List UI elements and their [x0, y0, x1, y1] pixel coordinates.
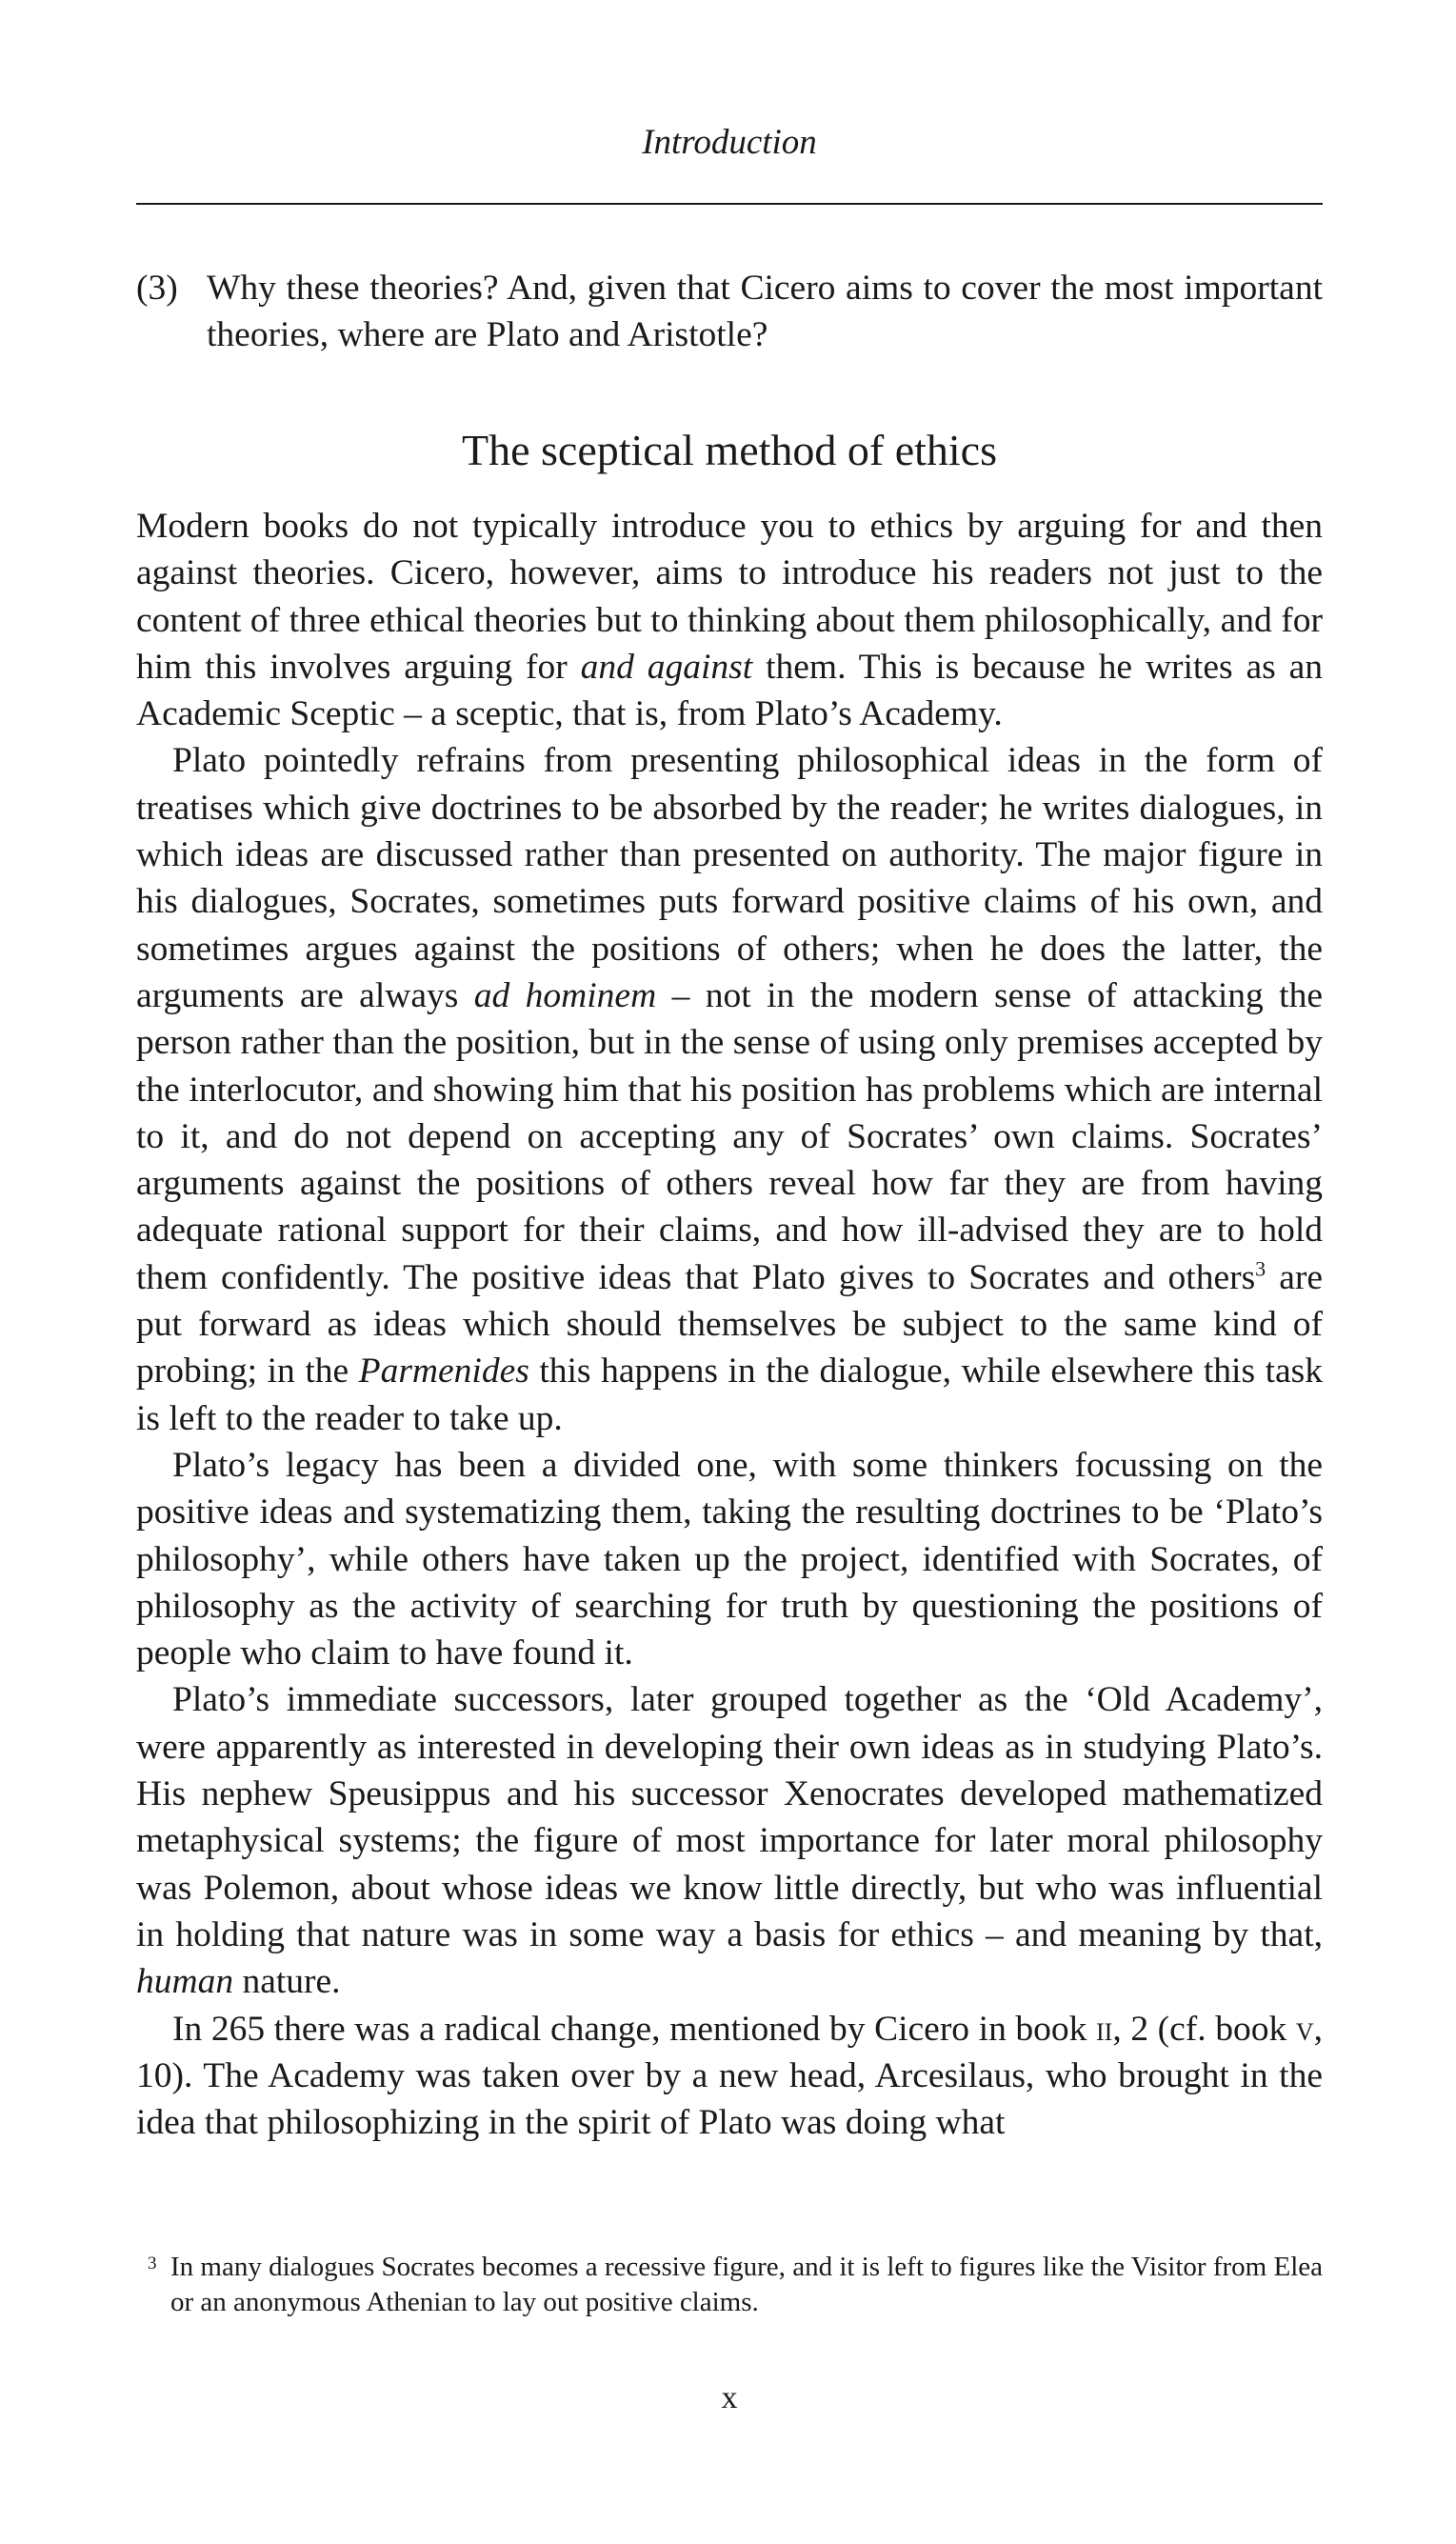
paragraph-2-emphasis-ad-hominem: ad hominem — [473, 975, 657, 1015]
paragraph-5-text-e: , 10). The Academy was taken over by a new head, Arcesilaus, who brought in the idea that philosophizing in the spirit of Plato was doing what — [136, 2009, 1323, 2143]
paragraph-5 — [136, 2006, 1323, 2147]
paragraph-1-emphasis: and against — [580, 647, 753, 687]
paragraph-2-text-a: Plato pointedly refrains from presenting philosophical ideas in the form of treatises which give doctrines to be absorbed by the reader; he writes dialogues, in which ideas are discussed rather than presented on authority. The major figure in his dialogues, Socrates, sometimes puts forward positive claims of his own, and sometimes argues against the positions of others; when he does the latter, the arguments are always — [136, 741, 1323, 1015]
paragraph-2-emphasis-parmenides: Parmenides — [358, 1352, 529, 1392]
footnote-mark: 3 — [148, 2254, 157, 2274]
footnote-reference[interactable]: 3 — [1255, 1256, 1267, 1281]
numbered-question — [136, 265, 1323, 358]
paragraph-1-text-a: Modern books do not typically introduce you to ethics by arguing for and then against theories. Cicero, however, aims to introduce his readers not just to the content of three ethical theories but to thinking about them philosophically, and for him this involves arguing for — [136, 507, 1323, 687]
page-number: x — [721, 2380, 738, 2415]
paragraph-2-text-c: – not in the modern sense of attacking the person rather than the position, but in the sense of using only premises accepted by the interlocutor, and showing him that his position has problems which are internal to it, and do not depend on accepting any of Socrates’ own claims. Socrates’ arguments against the positions of others reveal how far they are from having adequate rational support for their claims, and how ill-advised they are to hold them confidently. The positive ideas that Plato gives to Socrates and others — [136, 975, 1323, 1297]
book-numeral-ii: ii — [1096, 2009, 1113, 2049]
paragraph-1-text-c: them. This is because he writes as an Academic Sceptic – a sceptic, that is, from Plato’s Academy. — [136, 647, 1323, 734]
footnote-text: In many dialogues Socrates becomes a recessive figure, and it is left to figures like the Visitor from Elea or an anonymous Athenian to lay out positive claims. — [170, 2252, 1323, 2317]
paragraph-4-text-c: nature. — [233, 1962, 341, 2002]
book-numeral-v: v — [1295, 2009, 1314, 2049]
paragraph-5-text-c: , 2 (cf. book — [1112, 2009, 1296, 2049]
paragraph-4-emphasis-human: human — [136, 1962, 234, 2002]
paragraph-1 — [136, 503, 1323, 737]
question-text: Why these theories? And, given that Cicero aims to cover the most important theories, where are Plato and Aristotle? — [207, 269, 1323, 354]
paragraph-2 — [136, 737, 1323, 1441]
paragraph-4 — [136, 1676, 1323, 2005]
running-head: Introduction — [642, 123, 817, 162]
paragraph-4-text-a: Plato’s immediate successors, later grouped together as the ‘Old Academy’, were apparently as interested in developing their own ideas as in studying Plato’s. His nephew Speusippus and his successor Xenocrates developed mathematized metaphysical systems; the figure of most importance for later moral philosophy was Polemon, about whose ideas we know little directly, but who was influential in holding that nature was in some way a basis for ethics – and meaning by that, — [136, 1680, 1323, 1954]
paragraph-2-text-d: are put forward as ideas which should themselves be subject to the same kind of probing; in the — [136, 1257, 1324, 1392]
footnote — [136, 2250, 1323, 2320]
paragraph-3: Plato’s legacy has been a divided one, with some thinkers focussing on the positive ideas and systematizing them, taking the resulting doctrines to be ‘Plato’s philosophy’, while others have taken up the project, identified with Socrates, of philosophy as the activity of searching for truth by questioning the positions of people who claim to have found it. — [136, 1445, 1323, 1673]
paragraph-2-text-f: this happens in the dialogue, while elsewhere this task is left to the reader to take up. — [136, 1352, 1323, 1438]
body-text — [136, 503, 1323, 2146]
paragraph-5-text-a: In 265 there was a radical change, mentioned by Cicero in book — [172, 2009, 1097, 2049]
section-heading: The sceptical method of ethics — [461, 426, 998, 474]
header-rule — [136, 203, 1323, 205]
question-number: (3) — [136, 269, 178, 308]
